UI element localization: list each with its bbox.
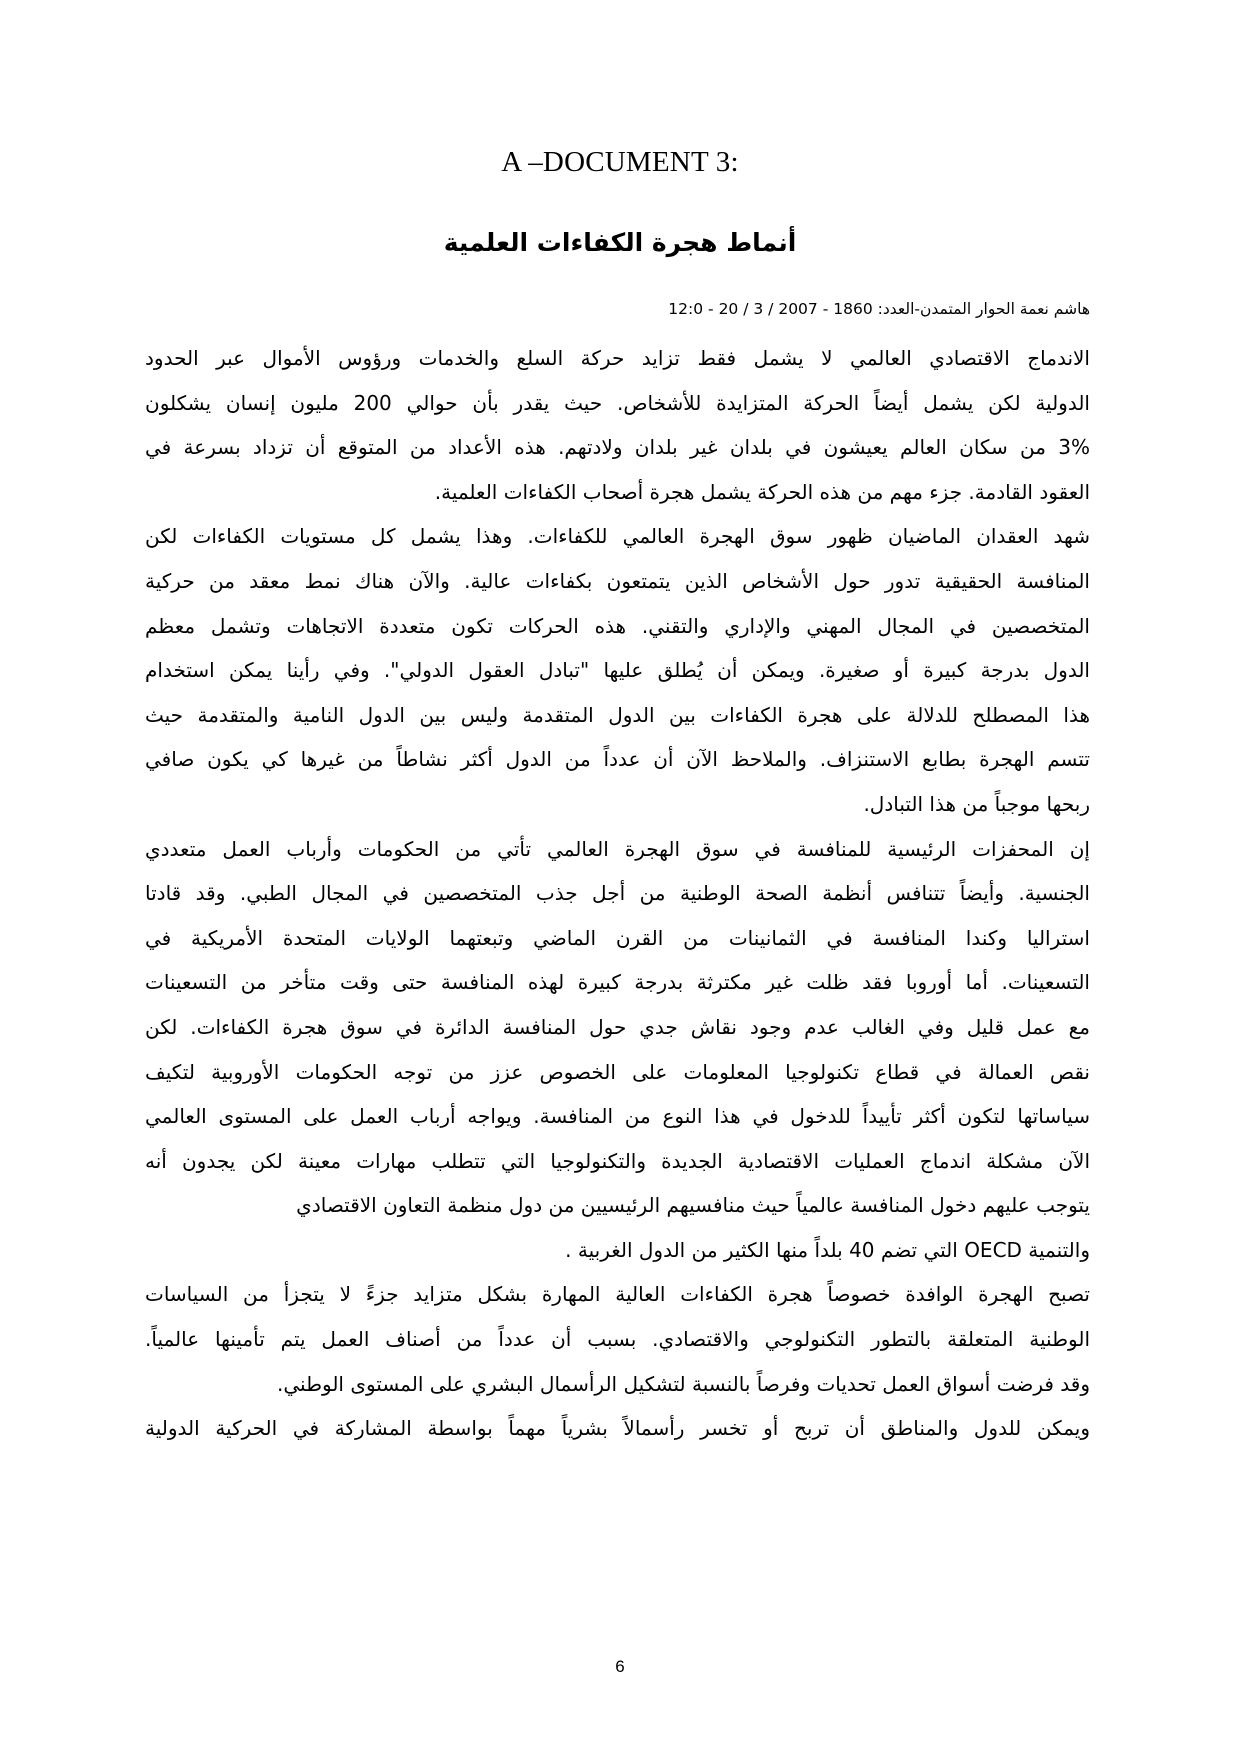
text-line: نقص العمالة في قطاع تكنولوجيا المعلومات على الخصوص عزز من توجه الحكومات الأوروبية لتكيف: [145, 1059, 1090, 1084]
text-line: سياساتها لتكون أكثر تأييداً للدخول في هذا النوع من المنافسة. ويواجه أرباب العمل على المستوى العالمي: [145, 1104, 1090, 1129]
text-line: 3% من سكان العالم يعيشون في بلدان غير بلدان ولادتهم. هذه الأعداد من المتوقع أن تزداد بسرعة في: [145, 435, 1090, 460]
page-number: 6: [615, 1657, 625, 1676]
text-line: استراليا وكندا المنافسة في الثمانينات من القرن الماضي وتبعتهما الولايات المتحدة الأمريكية في: [145, 925, 1090, 950]
text-line: الآن مشكلة اندماج العمليات الاقتصادية الجديدة والتكنولوجيا التي تتطلب مهارات معينة لكن يجدون أنه: [145, 1148, 1090, 1173]
text-line: والتنمية OECD التي تضم 40 بلداً منها الكثير من الدول الغربية .: [565, 1237, 1090, 1262]
byline: هاشم نعمة الحوار المتمدن-العدد: 1860 - 2007 / 3 / 20 - 12:0: [668, 300, 1090, 318]
text-line: تتسم الهجرة بطابع الاستنزاف. والملاحظ الآن أن عدداً من الدول أكثر نشاطاً من غيرها كي يكون صافي: [145, 747, 1090, 772]
text-line: يتوجب عليهم دخول المنافسة عالمياً حيث منافسيهم الرئيسيين من دول منظمة التعاون الاقتصادي: [296, 1193, 1090, 1218]
text-line: تصبح الهجرة الوافدة خصوصاً هجرة الكفاءات العالية المهارة بشكل متزايد جزءً لا يتجزأ من السياسات: [145, 1282, 1090, 1307]
text-line: العقود القادمة. جزء مهم من هذه الحركة يشمل هجرة أصحاب الكفاءات العلمية.: [434, 479, 1090, 504]
text-line: الاندماج الاقتصادي العالمي لا يشمل فقط تزايد حركة السلع والخدمات ورؤوس الأموال عبر الحدود: [145, 346, 1090, 370]
text-line: الجنسية. وأيضاً تتنافس أنظمة الصحة الوطنية من أجل جذب المتخصصين في المجال الطبي. وقد قادتا: [145, 881, 1090, 906]
article-body: [145, 336, 1090, 1451]
text-line: ويمكن للدول والمناطق أن تربح أو تخسر رأسمالاً بشرياً مهماً بواسطة المشاركة في الحركية الدولية: [145, 1416, 1090, 1441]
text-line: المنافسة الحقيقية تدور حول الأشخاص الذين يتمتعون بكفاءات عالية. والآن هناك نمط معقد من حركية: [145, 568, 1090, 593]
article-title: أنماط هجرة الكفاءات العلمية: [443, 228, 797, 257]
text-line: إن المحفزات الرئيسية للمنافسة في سوق الهجرة العالمي تأتي من الحكومات وأرباب العمل متعددي: [145, 836, 1090, 861]
text-line: وقد فرضت أسواق العمل تحديات وفرصاً بالنسبة لتشكيل الرأسمال البشري على المستوى الوطني.: [277, 1371, 1090, 1396]
document-title: A –DOCUMENT 3:: [501, 146, 739, 178]
text-line: ربحها موجباً من هذا التبادل.: [863, 791, 1090, 816]
text-line: شهد العقدان الماضيان ظهور سوق الهجرة العالمي للكفاءات. وهذا يشمل كل مستويات الكفاءات لكن: [145, 524, 1090, 549]
text-line: الوطنية المتعلقة بالتطور التكنولوجي والاقتصادي. بسبب أن عدداً من أصناف العمل يتم تأمينها عالمياً.: [145, 1327, 1090, 1352]
text-line: هذا المصطلح للدلالة على هجرة الكفاءات بين الدول المتقدمة وليس بين الدول النامية والمتقدمة حيث: [145, 702, 1090, 727]
text-line: المتخصصين في المجال المهني والإداري والتقني. هذه الحركات تكون متعددة الاتجاهات وتشمل معظم: [145, 613, 1090, 638]
text-line: مع عمل قليل وفي الغالب عدم وجود نقاش جدي حول المنافسة الدائرة في سوق هجرة الكفاءات. لكن: [145, 1014, 1090, 1039]
text-line: التسعينات. أما أوروبا فقد ظلت غير مكترثة بدرجة كبيرة لهذه المنافسة حتى وقت متأخر من التسعينات: [145, 970, 1090, 995]
text-line: الدولية لكن يشمل أيضاً الحركة المتزايدة للأشخاص. حيث يقدر بأن حوالي 200 مليون إنسان يشكلون: [145, 390, 1090, 415]
text-line: الدول بدرجة كبيرة أو صغيرة. ويمكن أن يُطلق عليها "تبادل العقول الدولي". وفي رأينا يمكن استخدام: [145, 658, 1090, 683]
